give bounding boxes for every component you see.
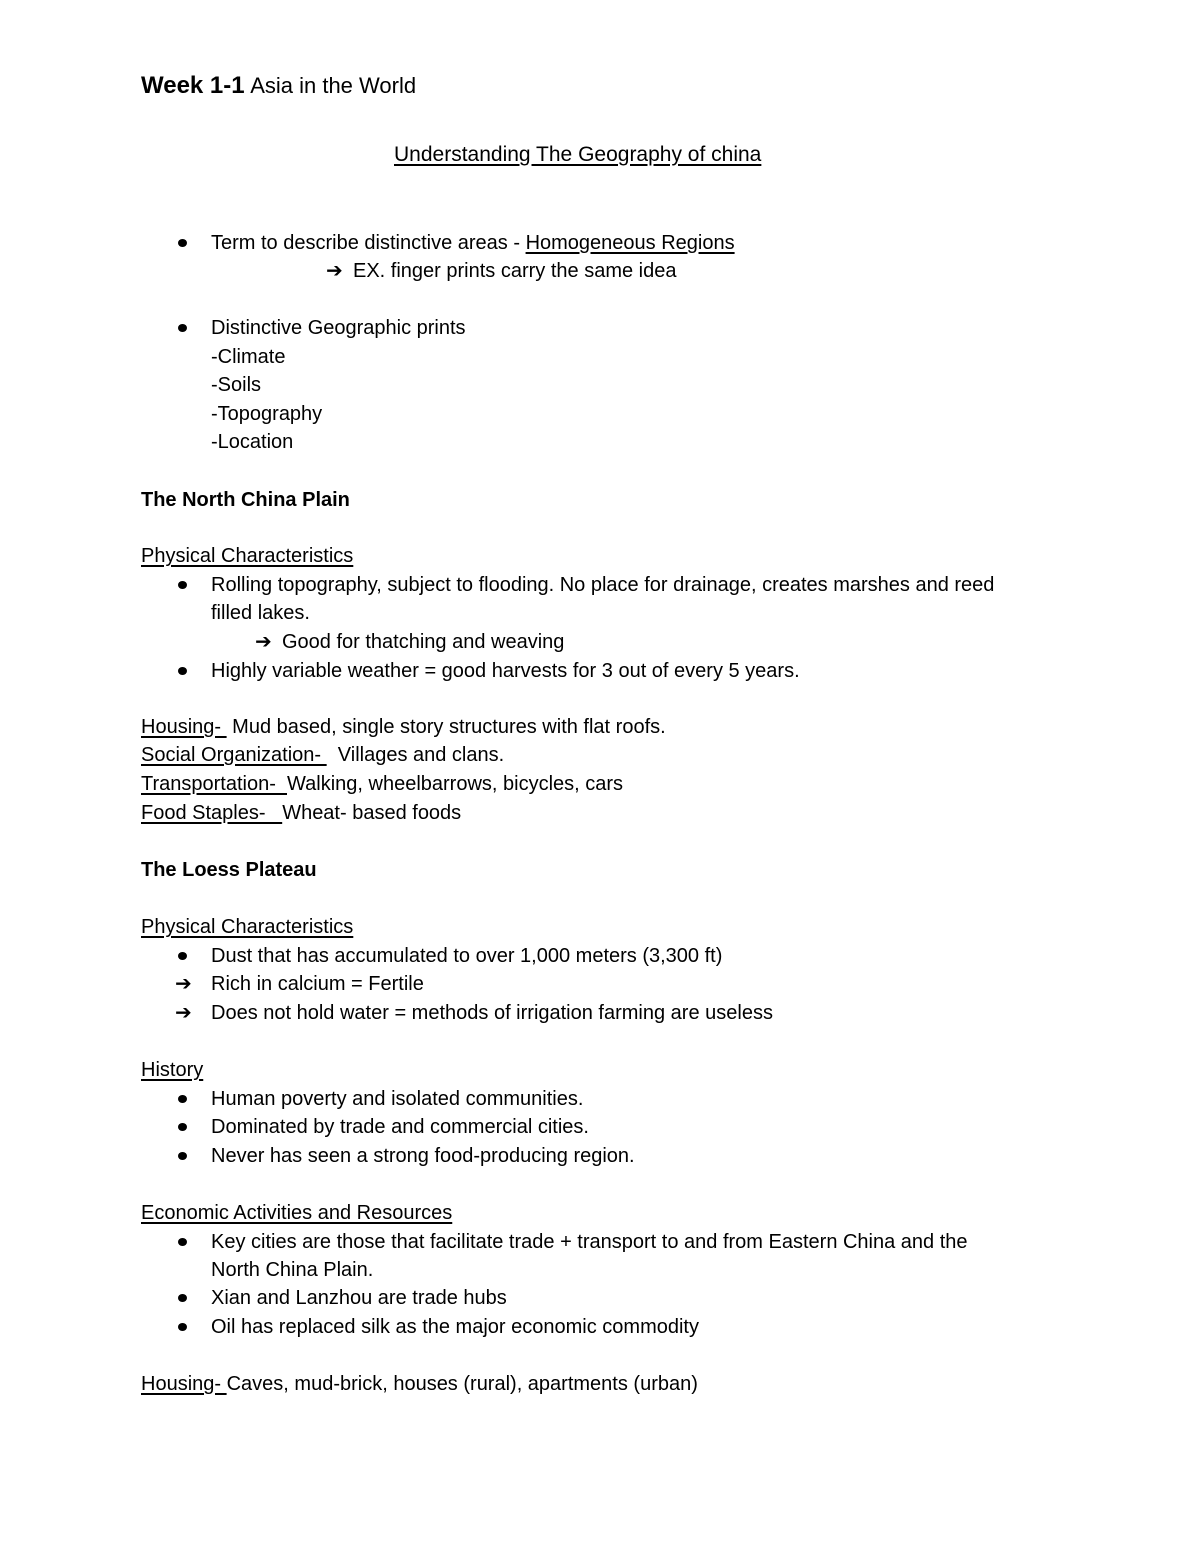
phys-sub: Good for thatching and weaving (282, 631, 565, 653)
print-item: -Topography (211, 403, 323, 425)
phys-char-label: Physical Characteristics (141, 916, 354, 938)
housing-label: Housing- (141, 1373, 227, 1395)
course-title: Asia in the World (250, 73, 417, 98)
housing-value: Caves, mud-brick, houses (rural), apartments (urban) (226, 1373, 698, 1395)
section-heading-north-china: The North China Plain (141, 489, 350, 511)
page-header (141, 74, 416, 99)
term-prefix: Term to describe distinctive areas - (211, 232, 526, 254)
transport-value: Walking, wheelbarrows, bicycles, cars (287, 773, 624, 795)
housing-label: Housing- (141, 716, 227, 738)
phys-char-label: Physical Characteristics (141, 545, 354, 567)
section-heading-loess: The Loess Plateau (141, 859, 317, 881)
arrow-right-icon: ➔ (175, 973, 192, 995)
bullet-dot (178, 1123, 187, 1131)
week-label: Week 1-1 (141, 72, 245, 99)
phys-bullet-cont: filled lakes. (211, 602, 310, 624)
history-item: Dominated by trade and commercial cities. (211, 1116, 589, 1138)
history-label: History (141, 1059, 204, 1081)
social-line (141, 743, 504, 767)
example-text: EX. finger prints carry the same idea (353, 260, 677, 282)
loess-housing-line (141, 1372, 698, 1396)
econ-label: Economic Activities and Resources (141, 1202, 453, 1224)
food-line (141, 801, 461, 825)
bullet-dot (178, 581, 187, 589)
bullet-dot (178, 1294, 187, 1302)
main-title: Understanding The Geography of china (394, 143, 762, 166)
bullet-dot (178, 324, 187, 332)
print-item: -Soils (211, 374, 262, 396)
econ-item-cont: North China Plain. (211, 1259, 374, 1281)
phys-arrow-item: Rich in calcium = Fertile (211, 973, 424, 995)
term-value: Homogeneous Regions (525, 232, 735, 254)
term-line (211, 231, 735, 255)
phys-bullet: Highly variable weather = good harvests for 3 out of every 5 years. (211, 660, 800, 682)
arrow-right-icon: ➔ (175, 1002, 192, 1024)
food-label: Food Staples- (141, 802, 283, 824)
bullet-dot (178, 1152, 187, 1160)
social-value: Villages and clans. (326, 744, 505, 766)
food-value: Wheat- based foods (282, 802, 462, 824)
arrow-right-icon: ➔ (326, 260, 343, 282)
housing-line (141, 715, 666, 739)
print-item: -Location (211, 431, 294, 453)
econ-item: Xian and Lanzhou are trade hubs (211, 1287, 507, 1309)
prints-label: Distinctive Geographic prints (211, 317, 466, 339)
social-label: Social Organization- (141, 744, 327, 766)
phys-arrow-item: Does not hold water = methods of irrigation farming are useless (211, 1002, 773, 1024)
bullet-dot (178, 952, 187, 960)
econ-item: Oil has replaced silk as the major economic commodity (211, 1316, 699, 1338)
bullet-dot (178, 239, 187, 247)
phys-bullet: Rolling topography, subject to flooding. No place for drainage, creates marshes and reed (211, 574, 995, 596)
bullet-dot (178, 1095, 187, 1103)
bullet-dot (178, 1238, 187, 1246)
history-item: Human poverty and isolated communities. (211, 1088, 584, 1110)
bullet-dot (178, 1323, 187, 1331)
bullet-dot (178, 667, 187, 675)
econ-item: Key cities are those that facilitate trade + transport to and from Eastern China and the (211, 1231, 968, 1253)
housing-value: Mud based, single story structures with flat roofs. (226, 716, 666, 738)
print-item: -Climate (211, 346, 286, 368)
arrow-right-icon: ➔ (255, 631, 272, 653)
history-item: Never has seen a strong food-producing region. (211, 1145, 635, 1167)
transport-label: Transportation- (141, 773, 287, 795)
transport-line (141, 772, 623, 796)
phys-bullet: Dust that has accumulated to over 1,000 meters (3,300 ft) (211, 945, 723, 967)
